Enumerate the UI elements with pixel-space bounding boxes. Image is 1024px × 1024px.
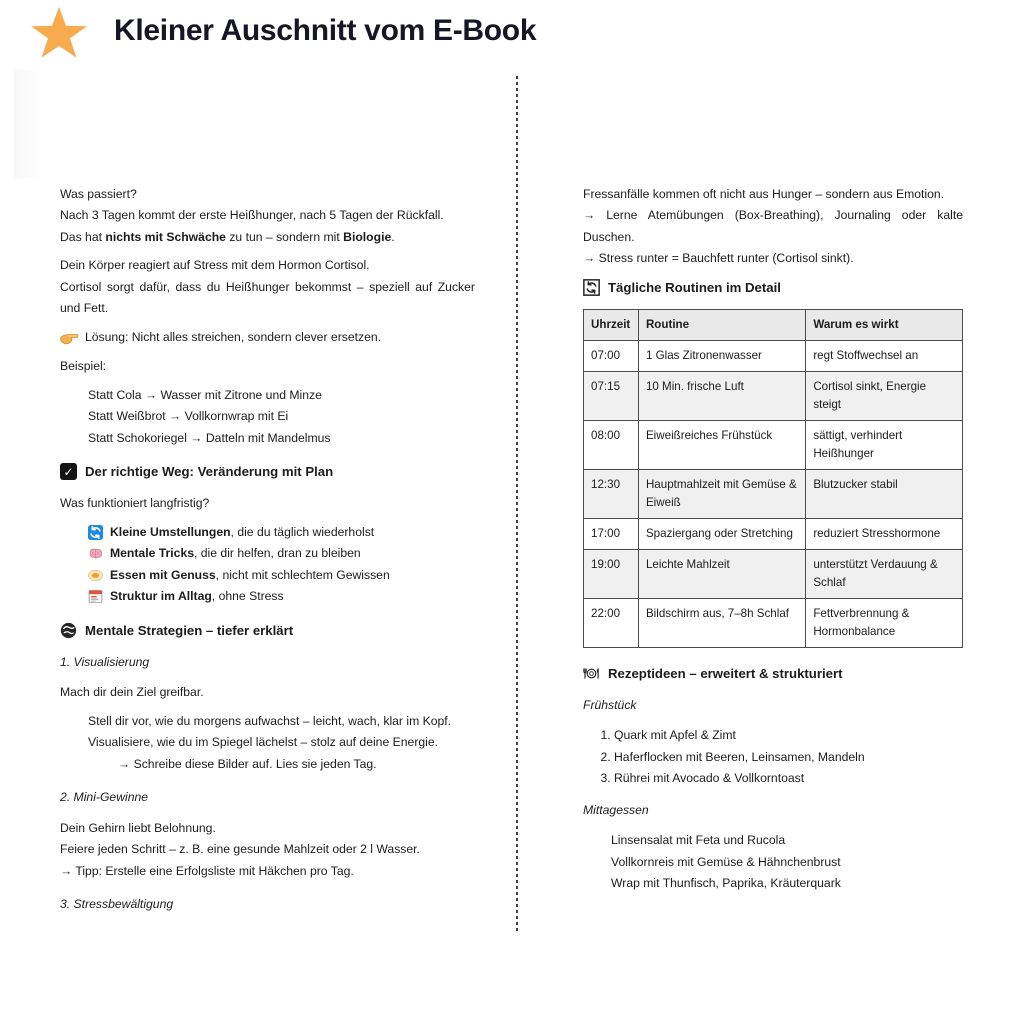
list-item bbox=[88, 522, 475, 543]
heading-text: Mentale Strategien – tiefer erklärt bbox=[85, 622, 294, 638]
text-line: Feiere jeden Schritt – z. B. eine gesunde Mahlzeit oder 2 l Wasser. bbox=[60, 842, 420, 857]
brain-icon bbox=[88, 546, 103, 561]
table-cell: Fettverbrennung & Hormonbalance bbox=[806, 598, 963, 647]
list-item: 2. Haferflocken mit Beeren, Leinsamen, Mandeln bbox=[614, 747, 963, 768]
subsection-title: 3. Stressbewältigung bbox=[60, 896, 174, 911]
table-cell: 08:00 bbox=[584, 420, 639, 469]
column-header: Warum es wirkt bbox=[806, 310, 963, 341]
table-header-row bbox=[584, 310, 963, 341]
table-cell: unterstützt Verdauung & Schlaf bbox=[806, 549, 963, 598]
table-row bbox=[584, 469, 963, 518]
lunch-list bbox=[583, 830, 963, 894]
text-line: Fressanfälle kommen oft nicht aus Hunger – sondern aus Emotion. bbox=[583, 187, 945, 201]
table-cell: Bildschirm aus, 7–8h Schlaf bbox=[638, 598, 805, 647]
text-line: → Stress runter = Bauchfett runter (Cortisol sinkt). bbox=[583, 251, 854, 266]
left-page-column bbox=[60, 184, 475, 924]
text-line: Cortisol sorgt dafür, dass du Heißhunger bekommst – speziell auf Zucker und Fett. bbox=[60, 279, 475, 316]
table-cell: regt Stoffwechsel an bbox=[806, 340, 963, 371]
section-heading-recipes bbox=[583, 663, 963, 684]
table-row bbox=[584, 549, 963, 598]
table-cell: 07:15 bbox=[584, 371, 639, 420]
list-item: Wrap mit Thunfisch, Paprika, Kräuterquark bbox=[611, 876, 841, 890]
cutlery-icon bbox=[583, 665, 600, 682]
subsection-title: 2. Mini-Gewinne bbox=[60, 790, 149, 805]
section-heading-mental-strategies bbox=[60, 620, 475, 641]
subsection-title: 1. Visualisierung bbox=[60, 654, 150, 669]
strategy-list bbox=[60, 522, 475, 608]
refresh-icon bbox=[88, 525, 103, 540]
table-cell: Eiweißreiches Frühstück bbox=[638, 420, 805, 469]
heading-text: Der richtige Weg: Veränderung mit Plan bbox=[85, 464, 334, 480]
swap-line: Statt Weißbrot → Vollkornwrap mit Ei bbox=[88, 409, 289, 424]
text-line: Visualisiere, wie du im Spiegel lächelst – stolz auf deine Energie. bbox=[88, 735, 439, 750]
column-divider bbox=[516, 76, 518, 934]
table-row bbox=[584, 340, 963, 371]
table-cell: Blutzucker stabil bbox=[806, 469, 963, 518]
table-cell: Spaziergang oder Stretching bbox=[638, 518, 805, 549]
table-cell: 07:00 bbox=[584, 340, 639, 371]
list-item bbox=[88, 565, 475, 586]
text-line: → Lerne Atemübungen (Box-Breathing), Journaling oder kalte Duschen. bbox=[583, 208, 963, 244]
text-line: → Schreibe diese Bilder auf. Lies sie jeden Tag. bbox=[118, 756, 377, 771]
swap-line: Statt Cola → Wasser mit Zitrone und Minze bbox=[88, 387, 322, 402]
text-line: Stell dir vor, wie du morgens aufwachst – leicht, wach, klar im Kopf. bbox=[88, 713, 452, 728]
table-cell: sättigt, verhindert Heißhunger bbox=[806, 420, 963, 469]
swap-line: Statt Schokoriegel → Datteln mit Mandelmus bbox=[88, 430, 331, 445]
breakfast-list bbox=[583, 725, 963, 789]
brain-mono-icon bbox=[60, 622, 77, 639]
section-heading-routines bbox=[583, 277, 963, 298]
table-row bbox=[584, 598, 963, 647]
subsection-title: Frühstück bbox=[583, 697, 637, 712]
table-cell: 1 Glas Zitronenwasser bbox=[638, 340, 805, 371]
table-cell: 17:00 bbox=[584, 518, 639, 549]
table-cell: Hauptmahlzeit mit Gemüse & Eiweiß bbox=[638, 469, 805, 518]
column-header: Uhrzeit bbox=[584, 310, 639, 341]
table-row bbox=[584, 420, 963, 469]
cycle-box-icon bbox=[583, 279, 600, 296]
table-cell: reduziert Stresshormone bbox=[806, 518, 963, 549]
page-title: Kleiner Auschnitt vom E-Book bbox=[114, 14, 537, 47]
table-cell: Cortisol sinkt, Energie steigt bbox=[806, 371, 963, 420]
calendar-icon bbox=[88, 589, 103, 604]
text-line: Dein Körper reagiert auf Stress mit dem Hormon Cortisol. bbox=[60, 258, 370, 273]
text-line: Nach 3 Tagen kommt der erste Heißhunger, nach 5 Tagen der Rückfall. bbox=[60, 208, 444, 223]
table-row bbox=[584, 371, 963, 420]
paragraph-was-passiert bbox=[60, 184, 475, 248]
heading-text: Tägliche Routinen im Detail bbox=[608, 279, 781, 295]
routine-table bbox=[583, 309, 963, 648]
table-row bbox=[584, 518, 963, 549]
checkbox-icon: ✓ bbox=[60, 463, 77, 480]
table-cell: 10 Min. frische Luft bbox=[638, 371, 805, 420]
question-longterm: Was funktioniert langfristig? bbox=[60, 496, 210, 511]
section-heading-right-way bbox=[60, 461, 475, 482]
swap-list bbox=[60, 385, 475, 449]
table-cell: 22:00 bbox=[584, 598, 639, 647]
table-cell: 19:00 bbox=[584, 549, 639, 598]
text-line: Mach dir dein Ziel greifbar. bbox=[60, 685, 204, 700]
heading-text: Rezeptideen – erweitert & strukturiert bbox=[608, 665, 843, 681]
visualisierung-lines bbox=[60, 711, 475, 775]
example-label: Beispiel: bbox=[60, 359, 107, 374]
paragraph-fressanfaelle bbox=[583, 184, 963, 270]
strategy-text: Struktur im Alltag, ohne Stress bbox=[110, 589, 284, 604]
mini-gewinne-lines bbox=[60, 818, 475, 882]
column-header: Routine bbox=[638, 310, 805, 341]
list-item bbox=[88, 586, 475, 607]
strategy-text: Kleine Umstellungen, die du täglich wiederholst bbox=[110, 524, 375, 539]
table-cell: 12:30 bbox=[584, 469, 639, 518]
list-item: Vollkornreis mit Gemüse & Hähnchenbrust bbox=[611, 854, 841, 869]
strategy-text: Essen mit Genuss, nicht mit schlechtem Gewissen bbox=[110, 567, 390, 582]
table-cell: Leichte Mahlzeit bbox=[638, 549, 805, 598]
fried-egg-icon bbox=[88, 568, 103, 583]
text-line: Was passiert? bbox=[60, 187, 137, 201]
strategy-text: Mentale Tricks, die dir helfen, dran zu bleiben bbox=[110, 546, 361, 561]
pointing-finger-icon bbox=[60, 331, 79, 345]
text-line: Das hat nichts mit Schwäche zu tun – sondern mit Biologie. bbox=[60, 229, 395, 244]
subsection-title: Mittagessen bbox=[583, 802, 649, 817]
list-item: 1. Quark mit Apfel & Zimt bbox=[614, 725, 963, 746]
right-page-column bbox=[583, 184, 963, 894]
list-item bbox=[88, 543, 475, 564]
solution-text: Lösung: Nicht alles streichen, sondern clever ersetzen. bbox=[85, 329, 382, 344]
list-item: 3. Rührei mit Avocado & Vollkorntoast bbox=[614, 768, 963, 789]
list-item: Linsensalat mit Feta und Rucola bbox=[611, 833, 786, 848]
star-icon bbox=[30, 7, 88, 62]
text-line: → Tipp: Erstelle eine Erfolgsliste mit Häkchen pro Tag. bbox=[60, 863, 354, 878]
solution-line bbox=[60, 327, 475, 348]
text-line: Dein Gehirn liebt Belohnung. bbox=[60, 820, 216, 835]
paragraph-cortisol bbox=[60, 255, 475, 319]
scan-artifact bbox=[14, 70, 40, 178]
